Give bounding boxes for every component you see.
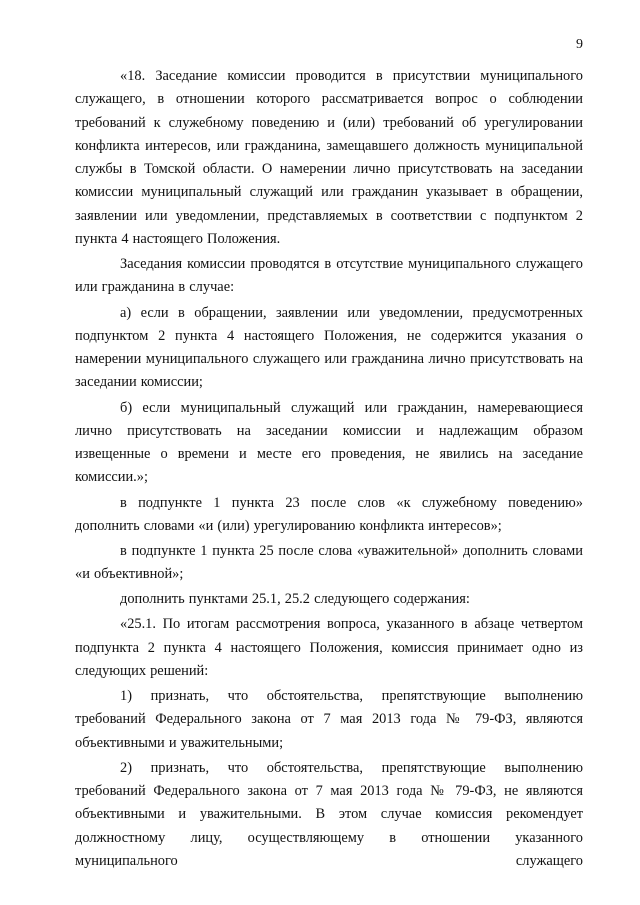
paragraph-absence-cases: Заседания комиссии проводятся в отсутствие муниципального служащего или гражданина в случае: (75, 256, 583, 296)
paragraph-item-18: «18. Заседание комиссии проводится в присутствии муниципального служащего, в отношении которого рассматривается вопрос о соблюдении требований к служебному поведению и (или) требований об урегулировании конфликта интересов, или гражданина, замещавшего должность муниципальной службы в Томской области. О намерении лично присутствовать на заседании комиссии муниципальный служащий или гражданин указывает в обращении, заявлении или уведомлении, представляемых в соответствии с подпунктом 2 пункта 4 настоящего Положения. (75, 68, 583, 248)
paragraph-item-25-1: «25.1. По итогам рассмотрения вопроса, указанного в абзаце четвертом подпункта 2 пункта 4 настоящего Положения, комиссия принимает одно из следующих решений: (75, 616, 583, 679)
paragraph-subitem-b: б) если муниципальный служащий или гражданин, намеревающиеся лично присутствовать на заседании комиссии и надлежащим образом извещенные о времени и месте его проведения, не явились на заседание комиссии.»; (75, 399, 583, 486)
paragraph-decision-1: 1) признать, что обстоятельства, препятствующие выполнению требований Федерального закона от 7 мая 2013 года № 79-ФЗ, являются объективными и уважительными; (75, 688, 583, 751)
page-number: 9 (576, 37, 583, 52)
paragraph-add-items: дополнить пунктами 25.1, 25.2 следующего содержания: (120, 591, 470, 608)
paragraph-decision-2: 2) признать, что обстоятельства, препятствующие выполнению требований Федерального закона от 7 мая 2013 года № 79-ФЗ, не являются объективными и уважительными. В этом случае комиссия рекомендует должностному лицу, осуществляющему в отношении указанного муниципального служащего (75, 759, 583, 869)
paragraph-amend-item-25: в подпункте 1 пункта 25 после слова «уважительной» дополнить словами «и объективной»; (75, 542, 583, 583)
paragraph-amend-item-23: в подпункте 1 пункта 23 после слов «к служебному поведению» дополнить словами «и (или) урегулированию конфликта интересов»; (75, 494, 583, 534)
document-body (75, 65, 583, 875)
paragraph-subitem-a: а) если в обращении, заявлении или уведомлении, предусмотренных подпунктом 2 пункта 4 настоящего Положения, не содержится указания о намерении муниципального служащего или гражданина лично присутствовать на заседании комиссии; (75, 304, 583, 391)
